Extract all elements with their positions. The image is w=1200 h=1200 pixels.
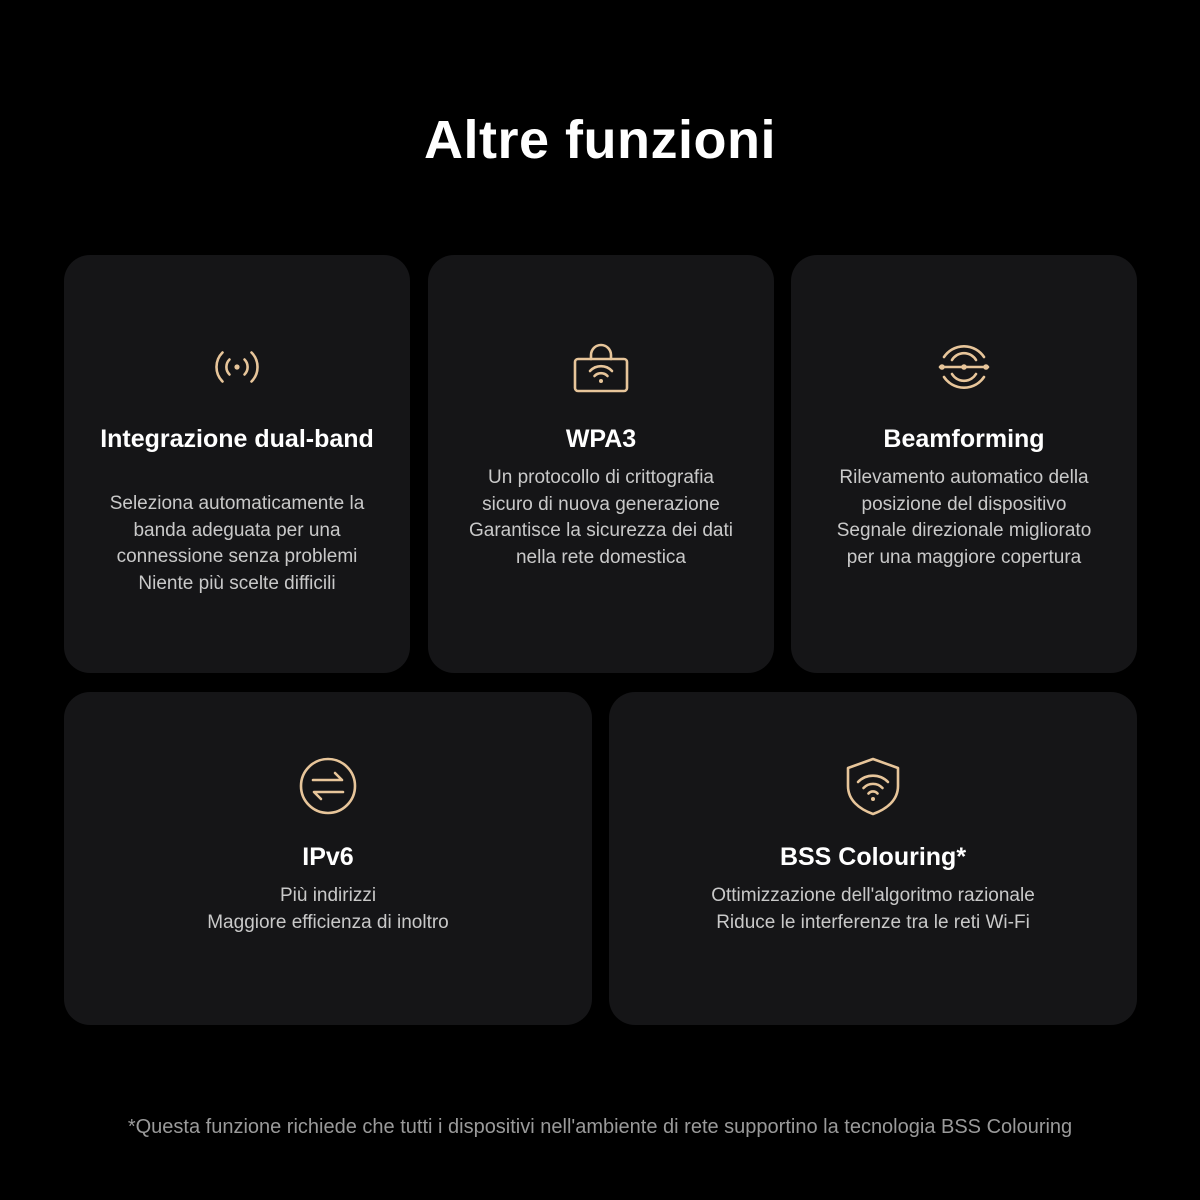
feature-title: Integrazione dual-band [100, 425, 374, 453]
feature-title: Beamforming [883, 425, 1045, 453]
wifi-shield-icon [841, 754, 905, 818]
feature-description: Seleziona automaticamente la banda adeguata per una connessione senza problemi Niente più scelte difficili [109, 493, 365, 594]
feature-card-bss-colouring [609, 692, 1137, 1025]
feature-card-ipv6 [64, 692, 592, 1025]
transfer-arrows-icon [296, 754, 360, 818]
feature-description: Più indirizzi Maggiore efficienza di inoltro [207, 885, 449, 933]
dual-band-signal-icon [205, 335, 269, 399]
feature-description: Ottimizzazione dell'algoritmo razionale Riduce le interferenze tra le reti Wi-Fi [711, 885, 1035, 933]
beamforming-icon [932, 335, 996, 399]
wifi-lock-icon [569, 335, 633, 399]
footnote: *Questa funzione richiede che tutti i dispositivi nell'ambiente di rete supportino la tecnologia BSS Colouring [127, 1116, 1073, 1138]
page-title: Altre funzioni [424, 110, 776, 170]
feature-title: WPA3 [565, 425, 637, 453]
feature-title: BSS Colouring* [779, 843, 967, 871]
feature-description: Rilevamento automatico della posizione del dispositivo Segnale direzionale migliorato per una maggiore copertura [836, 467, 1092, 568]
feature-card-beamforming [791, 255, 1137, 673]
feature-card-dual-band [64, 255, 410, 673]
feature-title: IPv6 [302, 843, 354, 871]
feature-description: Un protocollo di crittografia sicuro di nuova generazione Garantisce la sicurezza dei dati nella rete domestica [468, 467, 733, 568]
feature-card-wpa3 [428, 255, 774, 673]
